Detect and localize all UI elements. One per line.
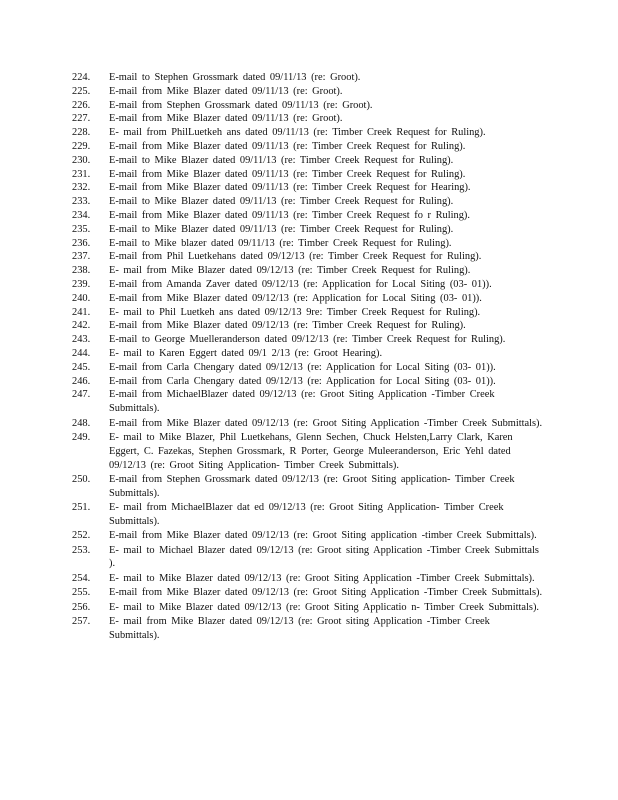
list-item <box>72 333 544 347</box>
entry-text: E- mail to Mike Blazer, Phil Luetkehans, Glenn Sechen, Chuck Helsten,Larry Clark, Karen Eggert, C. Fazekas, Stephen Grossmark, R Porter, George Muleeranderson, Eric Yehl dated 09/12/13 (re: Groot Siting Application- Timber Creek Submittals). <box>109 431 513 471</box>
entry-number: 248. <box>72 417 91 429</box>
list-item <box>72 154 544 168</box>
entry-text: E-mail from Carla Chengary dated 09/12/13 (re: Application for Local Siting (03- 01)). <box>109 361 496 373</box>
entry-number: 242. <box>72 320 91 332</box>
entry-text: E- mail to Phil Luetkeh ans dated 09/12/13 9re: Timber Creek Request for Ruling). <box>109 306 481 318</box>
list-item <box>72 126 544 140</box>
entry-number: 243. <box>72 334 91 346</box>
entry-text: E-mail from Mike Blazer dated 09/12/13 (re: Groot Siting application -timber Creek Submittals). <box>109 530 537 542</box>
list-item <box>72 140 544 154</box>
list-item <box>72 615 544 643</box>
entry-number: 228. <box>72 127 91 139</box>
entry-text: E- mail from Mike Blazer dated 09/12/13 (re: Groot siting Application -Timber Creek Submittals). <box>109 616 490 641</box>
list-item <box>72 544 544 572</box>
entry-text: E-mail to Mike Blazer dated 09/11/13 (re: Timber Creek Request for Ruling). <box>109 154 454 166</box>
list-item <box>72 209 544 223</box>
entry-text: E-mail from Mike Blazer dated 09/12/13 (re: Groot Siting Application -Timber Creek Submittals). <box>109 587 543 599</box>
list-item <box>72 278 544 292</box>
entry-number: 239. <box>72 278 91 290</box>
list-item <box>72 250 544 264</box>
entry-text: E- mail to Mike Blazer dated 09/12/13 (re: Groot Siting Applicatio n- Timber Creek Submittals). <box>109 601 540 613</box>
entry-text: E-mail from Mike Blazer dated 09/12/13 (re: Application for Local Siting (03- 01)). <box>109 292 482 304</box>
list-item <box>72 586 544 600</box>
entry-number: 253. <box>72 544 91 556</box>
entry-text: E- mail from PhilLuetkeh ans dated 09/11/13 (re: Timber Creek Request for Ruling). <box>109 127 486 139</box>
entry-number: 252. <box>72 530 91 542</box>
list-item <box>72 361 544 375</box>
entry-text: E-mail from Phil Luetkehans dated 09/12/13 (re: Timber Creek Request for Ruling). <box>109 251 482 263</box>
entry-number: 256. <box>72 601 91 613</box>
entry-text: E-mail from Mike Blazer dated 09/11/13 (re: Timber Creek Request fo r Ruling). <box>109 209 470 221</box>
entry-text: E- mail to Michael Blazer dated 09/12/13 (re: Groot siting Application -Timber Creek Submittals ). <box>109 544 539 570</box>
list-item <box>72 347 544 361</box>
entry-number: 249. <box>72 431 91 443</box>
list-item <box>72 601 544 615</box>
entry-text: E-mail from Mike Blazer dated 09/11/13 (re: Groot). <box>109 85 343 97</box>
list-item <box>72 85 544 99</box>
entry-number: 236. <box>72 237 91 249</box>
entry-number: 246. <box>72 375 91 387</box>
entry-text: E-mail from MichaelBlazer dated 09/12/13 (re: Groot Siting Application -Timber Creek Submittals). <box>109 389 495 415</box>
list-item <box>72 195 544 209</box>
entry-text: E- mail to Mike Blazer dated 09/12/13 (re: Groot Siting Application -Timber Creek Submittals). <box>109 572 535 584</box>
list-item <box>72 168 544 182</box>
entry-text: E-mail from Mike Blazer dated 09/11/13 (re: Timber Creek Request for Hearing). <box>109 182 471 194</box>
list-item <box>72 572 544 586</box>
entry-text: E- mail to Karen Eggert dated 09/1 2/13 (re: Groot Hearing). <box>109 347 383 359</box>
correspondence-list <box>72 71 544 643</box>
entry-number: 229. <box>72 140 91 152</box>
entry-number: 232. <box>72 182 91 194</box>
entry-text: E- mail from Mike Blazer dated 09/12/13 (re: Timber Creek Request for Ruling). <box>109 265 471 277</box>
list-item <box>72 473 544 501</box>
entry-text: E-mail to Mike blazer dated 09/11/13 (re: Timber Creek Request for Ruling). <box>109 237 452 249</box>
entry-text: E-mail from Mike Blazer dated 09/11/13 (re: Timber Creek Request for Ruling). <box>109 140 466 152</box>
entry-text: E-mail from Mike Blazer dated 09/12/13 (re: Groot Siting Application -Timber Creek Submittals). <box>109 417 543 429</box>
entry-text: E-mail to Mike Blazer dated 09/11/13 (re: Timber Creek Request for Ruling). <box>109 223 454 235</box>
entry-number: 244. <box>72 347 91 359</box>
list-item <box>72 306 544 320</box>
entry-number: 251. <box>72 502 91 514</box>
list-item <box>72 223 544 237</box>
entry-text: E-mail to Stephen Grossmark dated 09/11/13 (re: Groot). <box>109 72 361 83</box>
entry-number: 247. <box>72 389 91 401</box>
entry-number: 257. <box>72 616 91 628</box>
entry-text: E-mail from Carla Chengary dated 09/12/13 (re: Application for Local Siting (03- 01)). <box>109 375 496 387</box>
entry-number: 235. <box>72 223 91 235</box>
entry-text: E-mail to Mike Blazer dated 09/11/13 (re: Timber Creek Request for Ruling). <box>109 196 454 208</box>
entry-number: 250. <box>72 473 91 485</box>
entry-number: 224. <box>72 72 91 83</box>
entry-number: 245. <box>72 361 91 373</box>
entry-number: 241. <box>72 306 91 318</box>
entry-text: E-mail from Mike Blazer dated 09/11/13 (re: Timber Creek Request for Ruling). <box>109 168 466 180</box>
list-item <box>72 319 544 333</box>
entry-text: E-mail to George Muelleranderson dated 09/12/13 (re: Timber Creek Request for Ruling). <box>109 334 506 346</box>
list-item <box>72 375 544 389</box>
list-item <box>72 388 544 416</box>
entry-number: 225. <box>72 85 91 97</box>
entry-number: 233. <box>72 196 91 208</box>
list-item <box>72 529 544 543</box>
list-item <box>72 431 544 472</box>
list-item <box>72 112 544 126</box>
entry-text: E-mail from Mike Blazer dated 09/12/13 (re: Timber Creek Request for Ruling). <box>109 320 466 332</box>
entry-number: 254. <box>72 572 91 584</box>
entry-number: 227. <box>72 113 91 125</box>
entry-number: 230. <box>72 154 91 166</box>
list-item <box>72 292 544 306</box>
list-item <box>72 501 544 529</box>
entry-text: E-mail from Amanda Zaver dated 09/12/13 (re: Application for Local Siting (03- 01)). <box>109 278 492 290</box>
list-item <box>72 71 544 85</box>
list-item <box>72 264 544 278</box>
entry-number: 234. <box>72 209 91 221</box>
list-item <box>72 99 544 113</box>
entry-text: E-mail from Mike Blazer dated 09/11/13 (re: Groot). <box>109 113 343 125</box>
list-item <box>72 237 544 251</box>
entry-number: 237. <box>72 251 91 263</box>
list-item <box>72 181 544 195</box>
entry-number: 240. <box>72 292 91 304</box>
entry-text: E-mail from Stephen Grossmark dated 09/12/13 (re: Groot Siting application- Timber Creek Submittals). <box>109 473 515 499</box>
entry-number: 231. <box>72 168 91 180</box>
list-item <box>72 417 544 431</box>
entry-number: 255. <box>72 587 91 599</box>
entry-number: 238. <box>72 265 91 277</box>
entry-number: 226. <box>72 99 91 111</box>
entry-text: E-mail from Stephen Grossmark dated 09/11/13 (re: Groot). <box>109 99 373 111</box>
entry-text: E- mail from MichaelBlazer dat ed 09/12/13 (re: Groot Siting Application- Timber Creek Submittals). <box>109 502 504 527</box>
